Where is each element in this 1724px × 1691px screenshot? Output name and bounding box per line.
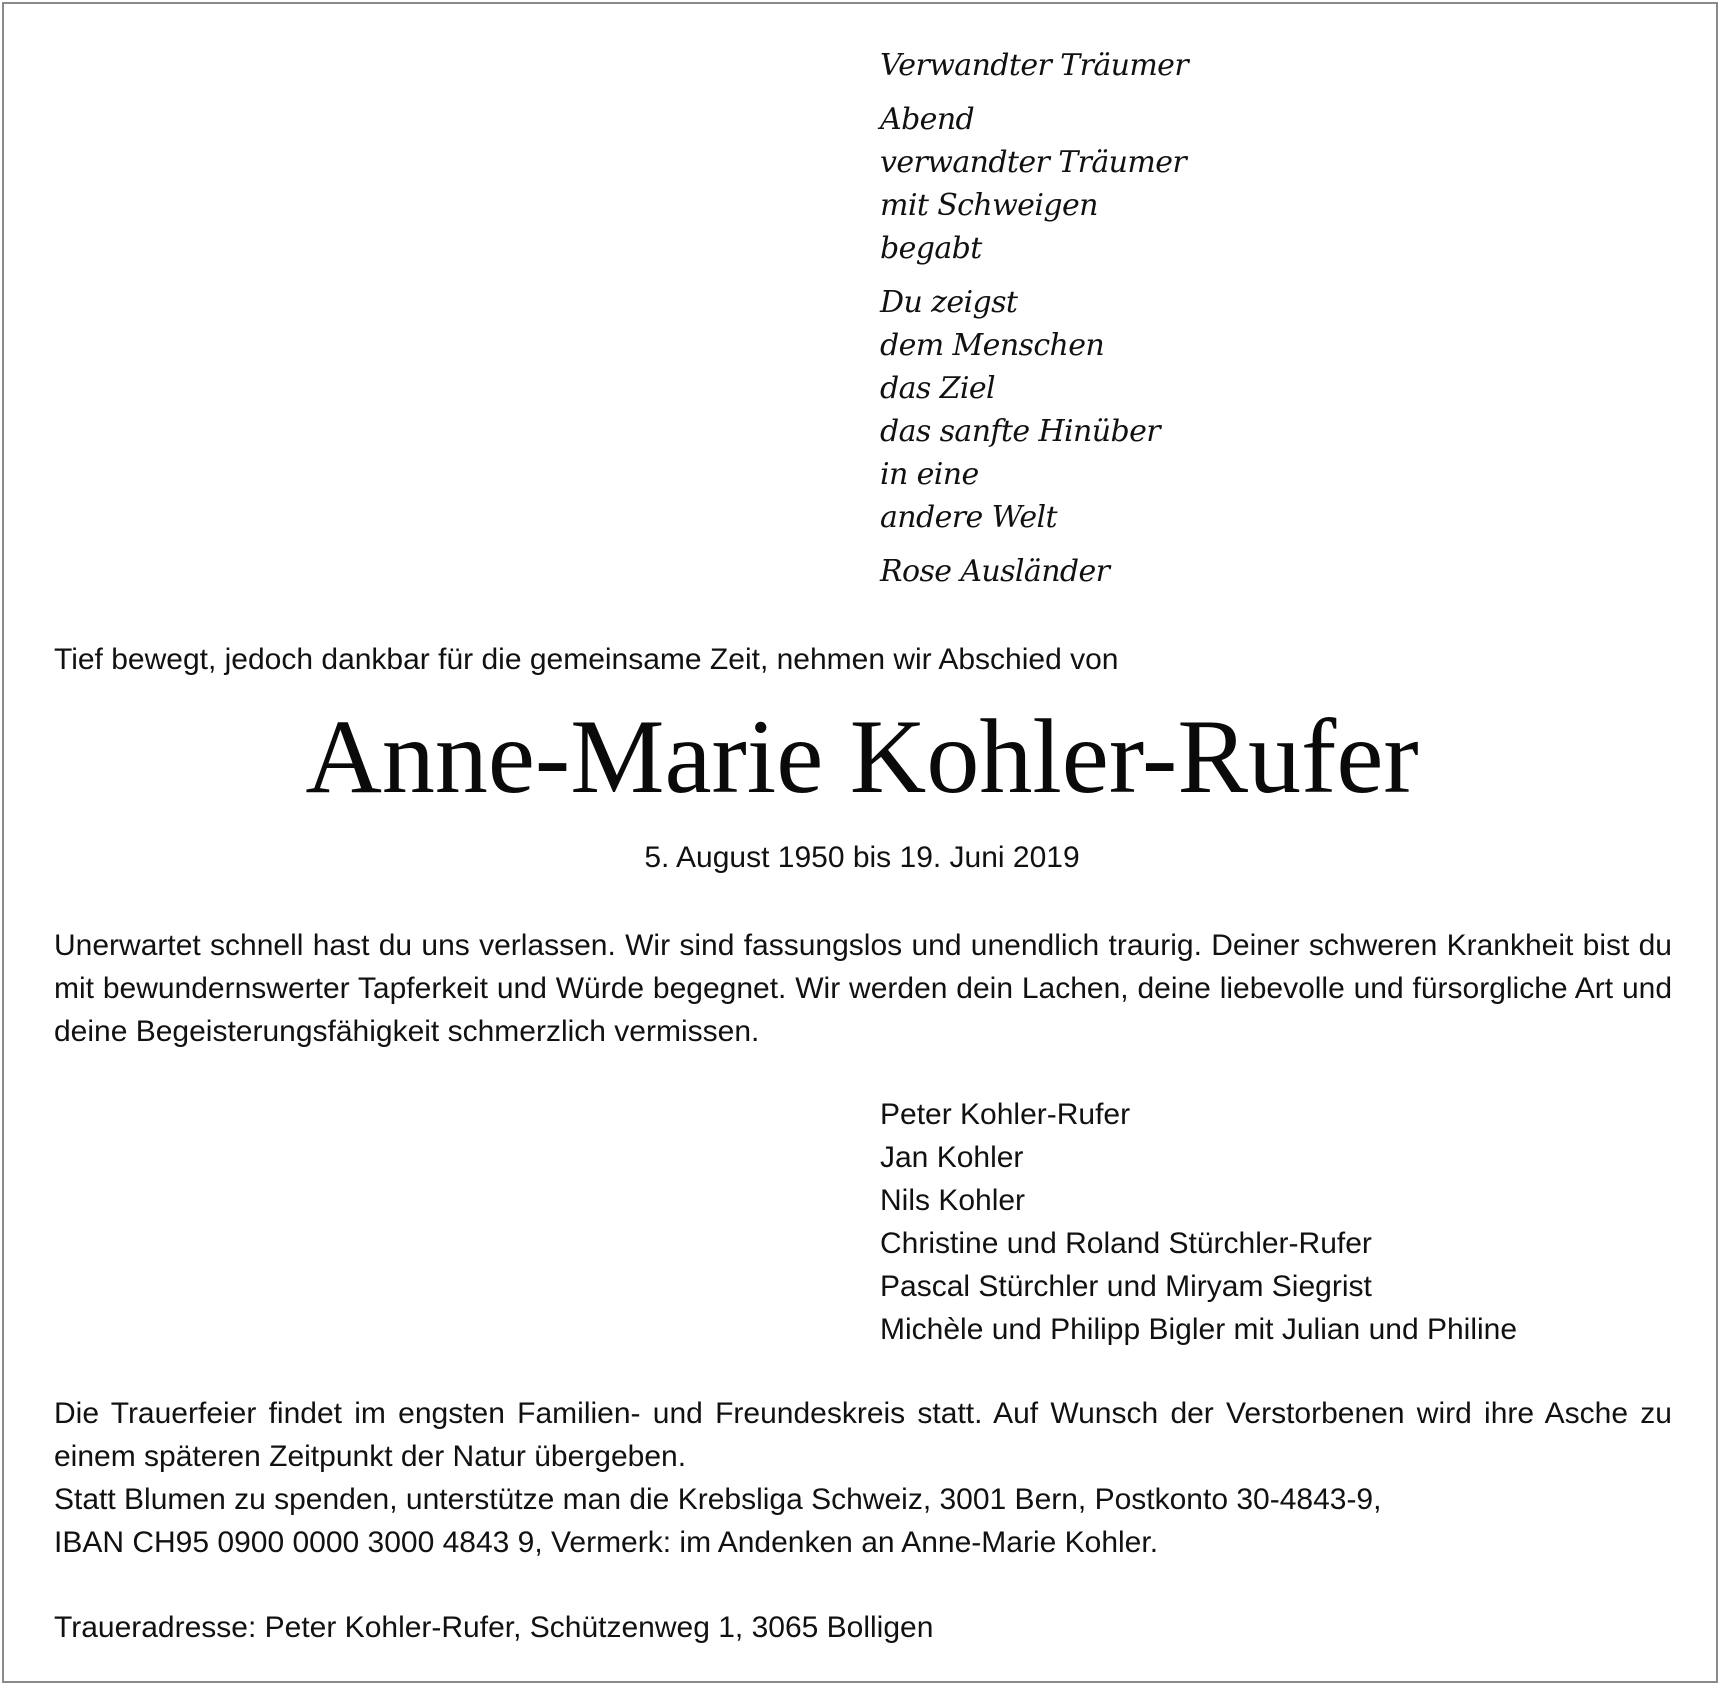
poem bbox=[880, 44, 1580, 593]
poem-title: Verwandter Träumer bbox=[880, 48, 1189, 83]
mourner-name: Jan Kohler bbox=[880, 1141, 1024, 1174]
poem-line: Du zeigst bbox=[880, 285, 1018, 320]
mourner-name: Nils Kohler bbox=[880, 1184, 1026, 1217]
poem-line: andere Welt bbox=[880, 500, 1057, 535]
ceremony-text: Die Trauerfeier findet im engsten Familien- und Freundeskreis statt. Auf Wunsch der Verstorbenen wird ihre Asche zu einem späteren Zeitpunkt der Natur übergeben. bbox=[54, 1397, 1672, 1473]
poem-line: begabt bbox=[880, 231, 982, 266]
poem-line: dem Menschen bbox=[880, 328, 1105, 363]
mourner-name: Christine und Roland Stürchler-Rufer bbox=[880, 1227, 1372, 1260]
poem-line: das Ziel bbox=[880, 371, 996, 406]
poem-line: Abend bbox=[880, 102, 975, 137]
poem-line: verwandter Träumer bbox=[880, 145, 1187, 180]
tribute-text: Unerwartet schnell hast du uns verlassen. Wir sind fassungslos und unendlich traurig. Deiner schweren Krankheit bist du mit bewundernswerter Tapferkeit und Würde begegnet. Wir werden dein Lachen, deine liebevolle und fürsorgliche Art und deine Begeisterungsfähigkeit schmerzlich vermissen. bbox=[54, 929, 1672, 1048]
mourner-name: Pascal Stürchler und Miryam Siegrist bbox=[880, 1270, 1372, 1303]
poem-stanza-1 bbox=[880, 98, 1580, 270]
life-dates: 5. August 1950 bis 19. Juni 2019 bbox=[644, 841, 1080, 874]
poem-stanza-2 bbox=[880, 281, 1580, 539]
mourner-name: Peter Kohler-Rufer bbox=[880, 1098, 1131, 1131]
poem-line: mit Schweigen bbox=[880, 188, 1098, 223]
obituary-notice bbox=[2, 2, 1718, 1683]
mourning-address: Traueradresse: Peter Kohler-Rufer, Schützenweg 1, 3065 Bolligen bbox=[54, 1611, 934, 1644]
service-info bbox=[54, 1392, 1672, 1564]
mourner-name: Michèle und Philipp Bigler mit Julian und Philine bbox=[880, 1313, 1518, 1346]
intro-text: Tief bewegt, jedoch dankbar für die gemeinsame Zeit, nehmen wir Abschied von bbox=[54, 643, 1119, 676]
poem-line: das sanfte Hinüber bbox=[880, 414, 1160, 449]
poem-line: in eine bbox=[880, 457, 979, 492]
donation-bank-text: IBAN CH95 0900 0000 3000 4843 9, Vermerk: im Andenken an Anne-Marie Kohler. bbox=[54, 1526, 1159, 1559]
poem-author: Rose Ausländer bbox=[880, 554, 1110, 589]
mourners-list bbox=[880, 1093, 1680, 1351]
deceased-name: Anne-Marie Kohler-Rufer bbox=[305, 698, 1419, 815]
donation-text: Statt Blumen zu spenden, unterstütze man die Krebsliga Schweiz, 3001 Bern, Postkonto 30-4843-9, bbox=[54, 1483, 1382, 1516]
